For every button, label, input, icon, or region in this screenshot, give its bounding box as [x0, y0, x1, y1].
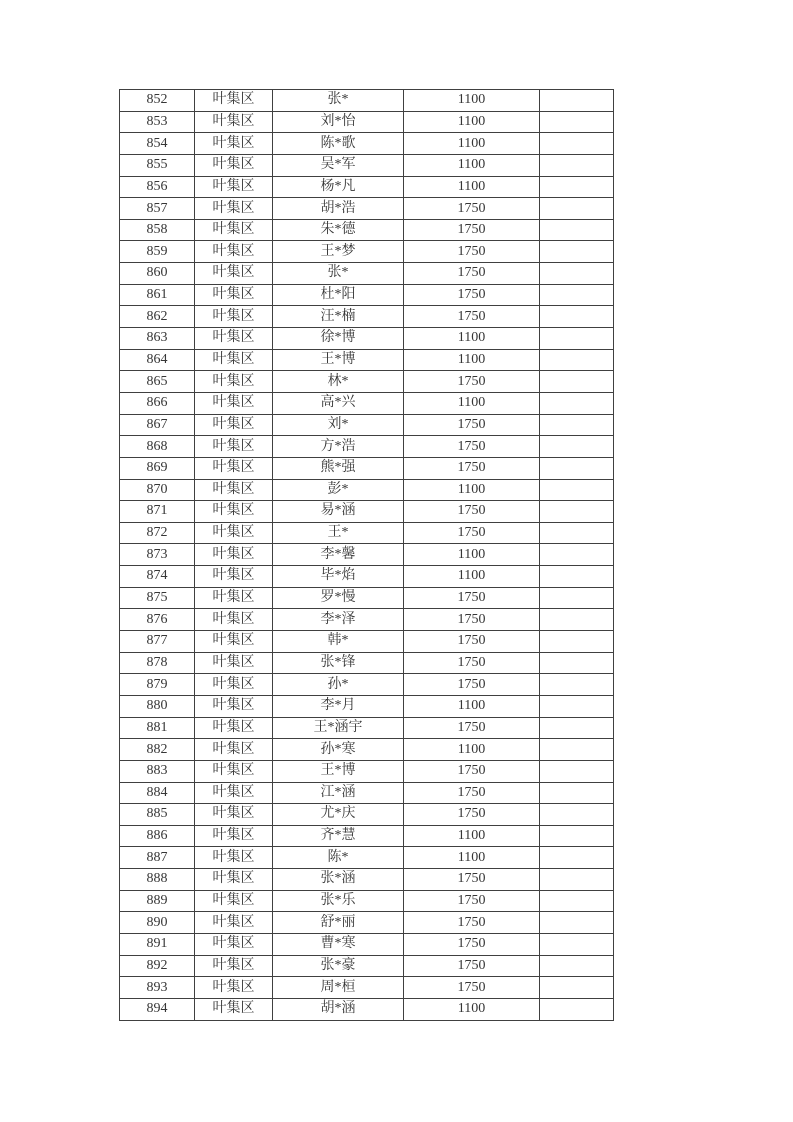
cell-serial-number: 873 [120, 544, 195, 566]
cell-empty-note [540, 609, 614, 631]
cell-serial-number: 866 [120, 392, 195, 414]
cell-empty-note [540, 847, 614, 869]
cell-amount: 1750 [404, 977, 540, 999]
cell-district: 叶集区 [195, 219, 273, 241]
cell-empty-note [540, 760, 614, 782]
cell-serial-number: 870 [120, 479, 195, 501]
cell-serial-number: 891 [120, 933, 195, 955]
cell-district: 叶集区 [195, 479, 273, 501]
table-row [120, 501, 614, 523]
cell-district: 叶集区 [195, 522, 273, 544]
cell-serial-number: 862 [120, 306, 195, 328]
cell-masked-name: 罗*慢 [273, 587, 404, 609]
cell-masked-name: 曹*寒 [273, 933, 404, 955]
cell-amount: 1750 [404, 587, 540, 609]
table-row [120, 544, 614, 566]
cell-empty-note [540, 890, 614, 912]
cell-empty-note [540, 912, 614, 934]
table-row [120, 90, 614, 112]
cell-district: 叶集区 [195, 306, 273, 328]
cell-district: 叶集区 [195, 825, 273, 847]
cell-district: 叶集区 [195, 912, 273, 934]
cell-empty-note [540, 306, 614, 328]
cell-masked-name: 汪*楠 [273, 306, 404, 328]
cell-district: 叶集区 [195, 955, 273, 977]
cell-amount: 1100 [404, 90, 540, 112]
cell-empty-note [540, 587, 614, 609]
table-row [120, 457, 614, 479]
cell-empty-note [540, 154, 614, 176]
table-row [120, 176, 614, 198]
cell-serial-number: 879 [120, 674, 195, 696]
table-row [120, 825, 614, 847]
cell-empty-note [540, 804, 614, 826]
cell-district: 叶集区 [195, 804, 273, 826]
cell-amount: 1100 [404, 739, 540, 761]
cell-district: 叶集区 [195, 933, 273, 955]
cell-amount: 1100 [404, 695, 540, 717]
cell-masked-name: 张*涵 [273, 869, 404, 891]
cell-empty-note [540, 436, 614, 458]
cell-district: 叶集区 [195, 652, 273, 674]
cell-masked-name: 江*涵 [273, 782, 404, 804]
cell-serial-number: 890 [120, 912, 195, 934]
cell-empty-note [540, 522, 614, 544]
cell-empty-note [540, 90, 614, 112]
cell-masked-name: 孙* [273, 674, 404, 696]
cell-masked-name: 王*博 [273, 760, 404, 782]
table-row [120, 869, 614, 891]
cell-district: 叶集区 [195, 782, 273, 804]
cell-serial-number: 852 [120, 90, 195, 112]
table-row [120, 631, 614, 653]
cell-empty-note [540, 371, 614, 393]
table-row [120, 263, 614, 285]
cell-district: 叶集区 [195, 631, 273, 653]
cell-masked-name: 王*博 [273, 349, 404, 371]
cell-amount: 1750 [404, 890, 540, 912]
cell-empty-note [540, 133, 614, 155]
cell-empty-note [540, 284, 614, 306]
cell-serial-number: 889 [120, 890, 195, 912]
cell-masked-name: 杜*阳 [273, 284, 404, 306]
cell-serial-number: 881 [120, 717, 195, 739]
cell-masked-name: 杨*凡 [273, 176, 404, 198]
cell-amount: 1100 [404, 825, 540, 847]
table-row [120, 133, 614, 155]
cell-amount: 1750 [404, 371, 540, 393]
cell-serial-number: 853 [120, 111, 195, 133]
cell-empty-note [540, 544, 614, 566]
table-row [120, 479, 614, 501]
cell-amount: 1750 [404, 414, 540, 436]
cell-masked-name: 周*桓 [273, 977, 404, 999]
table-row [120, 219, 614, 241]
cell-empty-note [540, 457, 614, 479]
cell-empty-note [540, 869, 614, 891]
cell-empty-note [540, 825, 614, 847]
cell-district: 叶集区 [195, 457, 273, 479]
cell-serial-number: 861 [120, 284, 195, 306]
table-row [120, 522, 614, 544]
cell-district: 叶集区 [195, 695, 273, 717]
cell-amount: 1750 [404, 760, 540, 782]
cell-amount: 1100 [404, 479, 540, 501]
cell-district: 叶集区 [195, 349, 273, 371]
cell-amount: 1750 [404, 869, 540, 891]
cell-district: 叶集区 [195, 328, 273, 350]
cell-masked-name: 刘* [273, 414, 404, 436]
table-row [120, 739, 614, 761]
cell-masked-name: 齐*慧 [273, 825, 404, 847]
cell-district: 叶集区 [195, 371, 273, 393]
cell-serial-number: 884 [120, 782, 195, 804]
table-row [120, 847, 614, 869]
cell-serial-number: 860 [120, 263, 195, 285]
records-table [119, 89, 614, 1021]
table-row [120, 111, 614, 133]
cell-district: 叶集区 [195, 198, 273, 220]
cell-masked-name: 舒*丽 [273, 912, 404, 934]
table-row [120, 782, 614, 804]
table-row [120, 284, 614, 306]
cell-district: 叶集区 [195, 760, 273, 782]
cell-empty-note [540, 263, 614, 285]
table-row [120, 349, 614, 371]
cell-district: 叶集区 [195, 90, 273, 112]
cell-serial-number: 876 [120, 609, 195, 631]
cell-serial-number: 857 [120, 198, 195, 220]
table-row [120, 198, 614, 220]
cell-district: 叶集区 [195, 263, 273, 285]
cell-serial-number: 855 [120, 154, 195, 176]
cell-district: 叶集区 [195, 436, 273, 458]
cell-district: 叶集区 [195, 717, 273, 739]
table-row [120, 717, 614, 739]
cell-district: 叶集区 [195, 154, 273, 176]
cell-amount: 1750 [404, 652, 540, 674]
cell-serial-number: 854 [120, 133, 195, 155]
table-row [120, 566, 614, 588]
cell-masked-name: 陈*歌 [273, 133, 404, 155]
cell-amount: 1750 [404, 804, 540, 826]
cell-serial-number: 864 [120, 349, 195, 371]
cell-masked-name: 吴*军 [273, 154, 404, 176]
cell-empty-note [540, 566, 614, 588]
cell-serial-number: 874 [120, 566, 195, 588]
cell-masked-name: 林* [273, 371, 404, 393]
cell-empty-note [540, 111, 614, 133]
cell-empty-note [540, 955, 614, 977]
table-row [120, 998, 614, 1020]
cell-district: 叶集区 [195, 176, 273, 198]
cell-amount: 1750 [404, 609, 540, 631]
cell-district: 叶集区 [195, 111, 273, 133]
cell-empty-note [540, 977, 614, 999]
cell-amount: 1750 [404, 522, 540, 544]
table-row [120, 652, 614, 674]
cell-district: 叶集区 [195, 241, 273, 263]
cell-amount: 1750 [404, 241, 540, 263]
cell-district: 叶集区 [195, 284, 273, 306]
table-row [120, 933, 614, 955]
cell-district: 叶集区 [195, 587, 273, 609]
cell-empty-note [540, 479, 614, 501]
cell-masked-name: 王*梦 [273, 241, 404, 263]
cell-amount: 1750 [404, 717, 540, 739]
cell-masked-name: 刘*怡 [273, 111, 404, 133]
cell-amount: 1100 [404, 154, 540, 176]
table-row [120, 912, 614, 934]
cell-masked-name: 徐*博 [273, 328, 404, 350]
table-row [120, 154, 614, 176]
cell-empty-note [540, 717, 614, 739]
records-body [120, 90, 614, 1021]
cell-empty-note [540, 198, 614, 220]
cell-amount: 1750 [404, 782, 540, 804]
cell-empty-note [540, 631, 614, 653]
cell-masked-name: 彭* [273, 479, 404, 501]
cell-serial-number: 871 [120, 501, 195, 523]
table-row [120, 306, 614, 328]
cell-masked-name: 陈* [273, 847, 404, 869]
cell-district: 叶集区 [195, 998, 273, 1020]
cell-empty-note [540, 652, 614, 674]
cell-empty-note [540, 782, 614, 804]
cell-district: 叶集区 [195, 739, 273, 761]
cell-district: 叶集区 [195, 544, 273, 566]
cell-serial-number: 892 [120, 955, 195, 977]
cell-serial-number: 894 [120, 998, 195, 1020]
cell-serial-number: 877 [120, 631, 195, 653]
cell-masked-name: 李*泽 [273, 609, 404, 631]
cell-masked-name: 张*豪 [273, 955, 404, 977]
cell-serial-number: 863 [120, 328, 195, 350]
cell-serial-number: 885 [120, 804, 195, 826]
cell-empty-note [540, 501, 614, 523]
cell-masked-name: 张* [273, 90, 404, 112]
table-row [120, 804, 614, 826]
cell-amount: 1750 [404, 457, 540, 479]
cell-amount: 1100 [404, 847, 540, 869]
table-row [120, 955, 614, 977]
cell-masked-name: 高*兴 [273, 392, 404, 414]
cell-amount: 1750 [404, 436, 540, 458]
cell-empty-note [540, 328, 614, 350]
cell-amount: 1750 [404, 631, 540, 653]
cell-masked-name: 韩* [273, 631, 404, 653]
cell-amount: 1750 [404, 912, 540, 934]
cell-serial-number: 893 [120, 977, 195, 999]
cell-empty-note [540, 695, 614, 717]
cell-empty-note [540, 414, 614, 436]
cell-serial-number: 882 [120, 739, 195, 761]
cell-empty-note [540, 998, 614, 1020]
cell-district: 叶集区 [195, 501, 273, 523]
cell-serial-number: 888 [120, 869, 195, 891]
cell-amount: 1100 [404, 328, 540, 350]
cell-masked-name: 王* [273, 522, 404, 544]
cell-serial-number: 867 [120, 414, 195, 436]
cell-masked-name: 朱*德 [273, 219, 404, 241]
cell-masked-name: 李*馨 [273, 544, 404, 566]
cell-masked-name: 胡*浩 [273, 198, 404, 220]
cell-masked-name: 尤*庆 [273, 804, 404, 826]
table-row [120, 760, 614, 782]
cell-empty-note [540, 739, 614, 761]
cell-amount: 1100 [404, 392, 540, 414]
cell-amount: 1100 [404, 998, 540, 1020]
table-row [120, 392, 614, 414]
cell-empty-note [540, 241, 614, 263]
cell-serial-number: 859 [120, 241, 195, 263]
cell-serial-number: 883 [120, 760, 195, 782]
cell-masked-name: 王*涵宇 [273, 717, 404, 739]
cell-amount: 1750 [404, 933, 540, 955]
cell-amount: 1750 [404, 198, 540, 220]
cell-amount: 1100 [404, 111, 540, 133]
cell-district: 叶集区 [195, 869, 273, 891]
cell-empty-note [540, 933, 614, 955]
cell-serial-number: 868 [120, 436, 195, 458]
cell-serial-number: 875 [120, 587, 195, 609]
cell-empty-note [540, 219, 614, 241]
cell-amount: 1750 [404, 263, 540, 285]
table-row [120, 587, 614, 609]
cell-amount: 1100 [404, 349, 540, 371]
table-row [120, 977, 614, 999]
cell-masked-name: 张*乐 [273, 890, 404, 912]
cell-masked-name: 毕*焰 [273, 566, 404, 588]
cell-masked-name: 熊*强 [273, 457, 404, 479]
cell-amount: 1750 [404, 501, 540, 523]
cell-masked-name: 李*月 [273, 695, 404, 717]
cell-amount: 1750 [404, 674, 540, 696]
cell-serial-number: 878 [120, 652, 195, 674]
cell-masked-name: 张* [273, 263, 404, 285]
cell-masked-name: 孙*寒 [273, 739, 404, 761]
cell-serial-number: 858 [120, 219, 195, 241]
table-row [120, 371, 614, 393]
cell-serial-number: 880 [120, 695, 195, 717]
cell-serial-number: 869 [120, 457, 195, 479]
table-row [120, 695, 614, 717]
cell-district: 叶集区 [195, 609, 273, 631]
cell-empty-note [540, 392, 614, 414]
cell-amount: 1750 [404, 219, 540, 241]
table-row [120, 674, 614, 696]
table-row [120, 609, 614, 631]
cell-amount: 1100 [404, 176, 540, 198]
cell-serial-number: 872 [120, 522, 195, 544]
cell-amount: 1100 [404, 566, 540, 588]
table-row [120, 436, 614, 458]
table-row [120, 414, 614, 436]
cell-masked-name: 张*锋 [273, 652, 404, 674]
table-row [120, 241, 614, 263]
cell-district: 叶集区 [195, 133, 273, 155]
cell-serial-number: 887 [120, 847, 195, 869]
cell-serial-number: 856 [120, 176, 195, 198]
table-row [120, 890, 614, 912]
cell-district: 叶集区 [195, 847, 273, 869]
cell-amount: 1100 [404, 544, 540, 566]
cell-serial-number: 886 [120, 825, 195, 847]
table-row [120, 328, 614, 350]
cell-district: 叶集区 [195, 392, 273, 414]
cell-masked-name: 易*涵 [273, 501, 404, 523]
cell-masked-name: 胡*涵 [273, 998, 404, 1020]
cell-amount: 1750 [404, 306, 540, 328]
cell-district: 叶集区 [195, 674, 273, 696]
cell-district: 叶集区 [195, 566, 273, 588]
cell-amount: 1100 [404, 133, 540, 155]
cell-amount: 1750 [404, 955, 540, 977]
cell-empty-note [540, 349, 614, 371]
cell-empty-note [540, 176, 614, 198]
cell-empty-note [540, 674, 614, 696]
cell-district: 叶集区 [195, 890, 273, 912]
cell-district: 叶集区 [195, 414, 273, 436]
cell-amount: 1750 [404, 284, 540, 306]
cell-district: 叶集区 [195, 977, 273, 999]
cell-masked-name: 方*浩 [273, 436, 404, 458]
cell-serial-number: 865 [120, 371, 195, 393]
